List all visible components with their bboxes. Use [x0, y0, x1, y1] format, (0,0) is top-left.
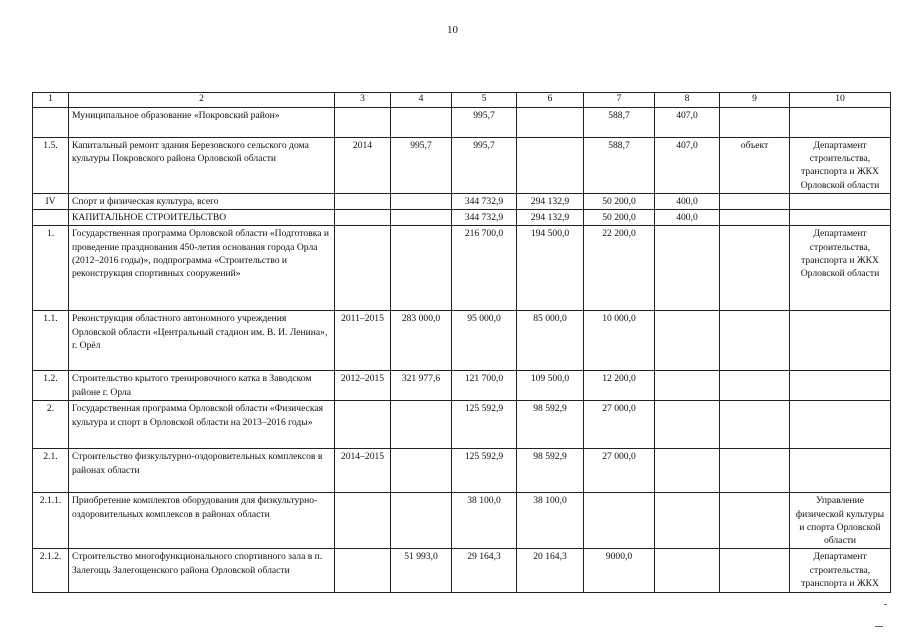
column-number: 1 [33, 93, 69, 108]
row-value [655, 449, 720, 493]
row-responsible: Департамент строительства, транспорта и ЖКХ [790, 549, 891, 593]
row-value: 344 732,9 [452, 193, 517, 209]
row-value: 344 732,9 [452, 210, 517, 226]
row-value: 995,7 [452, 108, 517, 138]
row-title: Спорт и физическая культура, всего [69, 193, 335, 209]
row-value [655, 311, 720, 371]
column-number: 10 [790, 93, 891, 108]
row-number: IV [33, 193, 69, 209]
row-period [335, 108, 391, 138]
row-value: 38 100,0 [517, 493, 584, 549]
row-period: 2012–2015 [335, 371, 391, 401]
table-row [33, 108, 891, 138]
row-value [391, 193, 452, 209]
table-row [33, 193, 891, 209]
row-title: КАПИТАЛЬНОЕ СТРОИТЕЛЬСТВО [69, 210, 335, 226]
column-number: 4 [391, 93, 452, 108]
row-responsible: Департамент строительства, транспорта и ЖКХ Орловской области [790, 138, 891, 194]
row-unit [720, 401, 790, 449]
row-title: Строительство многофункционального спортивного зала в п. Залегощь Залегощенского района Орловской области [69, 549, 335, 593]
column-number: 2 [69, 93, 335, 108]
row-value [655, 549, 720, 593]
row-value: 50 200,0 [584, 210, 655, 226]
column-number: 9 [720, 93, 790, 108]
row-number [33, 108, 69, 138]
row-value: 588,7 [584, 138, 655, 194]
row-unit [720, 210, 790, 226]
row-period: 2014 [335, 138, 391, 194]
row-number: 2.1.1. [33, 493, 69, 549]
row-period [335, 193, 391, 209]
row-value: 22 200,0 [584, 226, 655, 311]
row-responsible [790, 193, 891, 209]
row-value: 50 200,0 [584, 193, 655, 209]
column-number: 5 [452, 93, 517, 108]
row-period [335, 401, 391, 449]
row-value: 194 500,0 [517, 226, 584, 311]
row-responsible [790, 401, 891, 449]
row-value: 98 592,9 [517, 401, 584, 449]
row-value [655, 371, 720, 401]
row-value: 407,0 [655, 108, 720, 138]
row-unit [720, 493, 790, 549]
row-title: Строительство физкультурно-оздоровительных комплексов в районах области [69, 449, 335, 493]
row-title: Государственная программа Орловской области «Физическая культура и спорт в Орловской области на 2013–2016 годы» [69, 401, 335, 449]
row-responsible: Управление физической культуры и спорта Орловской области [790, 493, 891, 549]
row-period: 2011–2015 [335, 311, 391, 371]
row-responsible [790, 371, 891, 401]
row-unit [720, 108, 790, 138]
row-responsible [790, 311, 891, 371]
column-number-row [33, 93, 891, 108]
row-period [335, 226, 391, 311]
row-value: 125 592,9 [452, 401, 517, 449]
row-unit [720, 371, 790, 401]
budget-table [32, 92, 891, 593]
row-unit [720, 226, 790, 311]
table-row [33, 210, 891, 226]
row-value: 27 000,0 [584, 401, 655, 449]
page-number: 10 [447, 24, 458, 36]
row-title: Государственная программа Орловской области «Подготовка и проведение празднования 450-летия основания города Орла (2012–2016 годы)», подпрограмма «Строительство и реконструкция спортивных сооружений» [69, 226, 335, 311]
column-number: 6 [517, 93, 584, 108]
row-value [655, 493, 720, 549]
row-value: 95 000,0 [452, 311, 517, 371]
column-number: 8 [655, 93, 720, 108]
table-row [33, 311, 891, 371]
row-number: 1. [33, 226, 69, 311]
row-value: 588,7 [584, 108, 655, 138]
row-number: 2.1.2. [33, 549, 69, 593]
row-unit [720, 193, 790, 209]
row-value: 407,0 [655, 138, 720, 194]
row-value [391, 226, 452, 311]
table-row [33, 226, 891, 311]
row-value: 29 164,3 [452, 549, 517, 593]
row-value: 12 200,0 [584, 371, 655, 401]
table-row [33, 138, 891, 194]
row-value: 216 700,0 [452, 226, 517, 311]
row-value: 9000,0 [584, 549, 655, 593]
row-value: 38 100,0 [452, 493, 517, 549]
table-row [33, 493, 891, 549]
row-number [33, 210, 69, 226]
row-unit [720, 549, 790, 593]
row-value: 400,0 [655, 193, 720, 209]
row-value: 98 592,9 [517, 449, 584, 493]
row-value [655, 226, 720, 311]
row-value: 10 000,0 [584, 311, 655, 371]
scan-artifact [875, 626, 883, 627]
row-value: 283 000,0 [391, 311, 452, 371]
row-value: 294 132,9 [517, 193, 584, 209]
row-value: 125 592,9 [452, 449, 517, 493]
row-period: 2014–2015 [335, 449, 391, 493]
row-responsible [790, 210, 891, 226]
row-title: Реконструкция областного автономного учреждения Орловской области «Центральный стадион им. В. И. Ленина», г. Орёл [69, 311, 335, 371]
row-responsible: Департамент строительства, транспорта и ЖКХ Орловской области [790, 226, 891, 311]
row-value: 109 500,0 [517, 371, 584, 401]
row-value [655, 401, 720, 449]
scan-artifact [884, 604, 887, 605]
row-value: 294 132,9 [517, 210, 584, 226]
row-number: 1.1. [33, 311, 69, 371]
table-row [33, 371, 891, 401]
row-value: 995,7 [452, 138, 517, 194]
row-number: 2.1. [33, 449, 69, 493]
column-number: 7 [584, 93, 655, 108]
row-unit: объект [720, 138, 790, 194]
row-period [335, 210, 391, 226]
row-value [584, 493, 655, 549]
row-value [517, 108, 584, 138]
row-value [391, 401, 452, 449]
row-title: Муниципальное образование «Покровский район» [69, 108, 335, 138]
row-period [335, 493, 391, 549]
row-number: 1.5. [33, 138, 69, 194]
row-value: 51 993,0 [391, 549, 452, 593]
row-value [391, 108, 452, 138]
column-number: 3 [335, 93, 391, 108]
row-value [517, 138, 584, 194]
row-responsible [790, 449, 891, 493]
row-value: 321 977,6 [391, 371, 452, 401]
row-value: 400,0 [655, 210, 720, 226]
row-value: 27 000,0 [584, 449, 655, 493]
row-period [335, 549, 391, 593]
row-unit [720, 449, 790, 493]
row-responsible [790, 108, 891, 138]
table-row [33, 449, 891, 493]
row-value [391, 210, 452, 226]
row-value [391, 493, 452, 549]
row-unit [720, 311, 790, 371]
row-title: Приобретение комплектов оборудования для физкультурно-оздоровительных комплексов в районах области [69, 493, 335, 549]
row-number: 1.2. [33, 371, 69, 401]
table-row [33, 401, 891, 449]
row-title: Капитальный ремонт здания Березовского сельского дома культуры Покровского района Орловской области [69, 138, 335, 194]
table-row [33, 549, 891, 593]
row-title: Строительство крытого тренировочного катка в Заводском районе г. Орла [69, 371, 335, 401]
row-value: 85 000,0 [517, 311, 584, 371]
row-number: 2. [33, 401, 69, 449]
row-value [391, 449, 452, 493]
row-value: 20 164,3 [517, 549, 584, 593]
row-value: 995,7 [391, 138, 452, 194]
row-value: 121 700,0 [452, 371, 517, 401]
